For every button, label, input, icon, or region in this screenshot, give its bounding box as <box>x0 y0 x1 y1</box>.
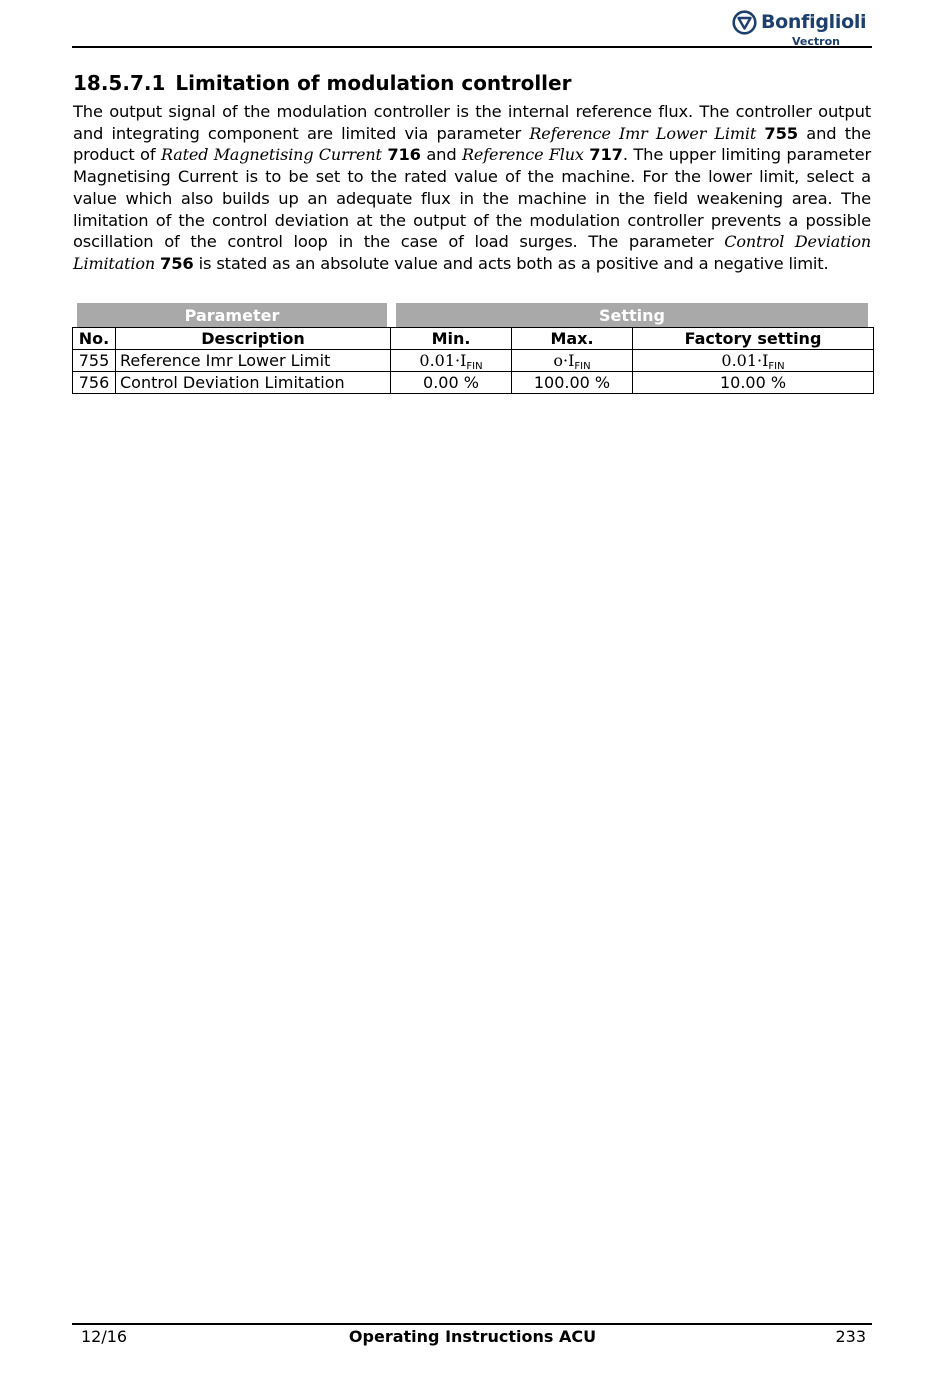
paragraph-text: . The upper limiting parameter Magnetising Current is to be set to the rated value of the machine. For the lower limit, select a value which also builds up an adequate flux in the machine in the field weakening area. The limitation of the control deviation at the output of the modulation controller prevents a possible oscillation of the control loop in the case of load surges. The parameter <box>73 145 872 252</box>
param-factory: 10.00 % <box>633 372 874 394</box>
param-max: 100.00 % <box>512 372 633 394</box>
page-number: 233 <box>835 1327 866 1346</box>
parameter-name: Rated Magnetising Current <box>160 145 382 165</box>
paragraph-text: and <box>420 145 463 165</box>
param-description: Reference Imr Lower Limit <box>116 350 391 372</box>
parameter-table <box>72 327 874 394</box>
paragraph-text: is stated as an absolute value and acts both as a positive and a negative limit. <box>193 253 829 273</box>
param-factory: $0.01\cdot I_{FIN}$ <box>633 350 874 372</box>
param-number: 755 <box>73 350 116 372</box>
parameter-number: 717 <box>589 145 623 165</box>
paragraph-text: and the product of <box>73 123 871 165</box>
parameter-number: 756 <box>160 253 194 273</box>
table-header-row <box>73 328 874 350</box>
parameter-number: 716 <box>387 145 421 165</box>
section-heading <box>73 71 571 95</box>
parameter-name: Control Deviation Limitation <box>73 232 871 273</box>
param-number: 756 <box>73 372 116 394</box>
header-rule <box>72 46 872 48</box>
table-row <box>73 350 874 372</box>
brand-name: Bonfiglioli <box>761 11 867 33</box>
header-description: Description <box>116 328 391 350</box>
parameter-name: Reference Flux <box>462 145 584 165</box>
section-paragraph <box>73 101 871 275</box>
section-number: 18.5.7.1 <box>73 71 166 95</box>
footer-rule <box>72 1323 872 1325</box>
brand-subname: Vectron <box>792 35 840 48</box>
parameter-number: 755 <box>764 123 798 143</box>
table-band-setting: Setting <box>396 303 868 327</box>
param-min: 0.00 % <box>391 372 512 394</box>
header-min: Min. <box>391 328 512 350</box>
footer-date: 12/16 <box>81 1327 128 1346</box>
paragraph-text: The output signal of the modulation controller is the internal reference flux. The controller output and integrating component are limited via parameter <box>73 102 871 143</box>
header-max: Max. <box>512 328 633 350</box>
footer-title: Operating Instructions ACU <box>348 1327 597 1346</box>
parameter-name: Reference Imr Lower Limit <box>529 123 757 143</box>
bonfiglioli-logo-icon <box>732 10 757 35</box>
section-title: Limitation of modulation controller <box>175 71 572 95</box>
param-max: $o\cdot I_{FIN}$ <box>512 350 633 372</box>
table-band-parameter: Parameter <box>77 303 387 327</box>
param-min: $0.01\cdot I_{FIN}$ <box>391 350 512 372</box>
param-description: Control Deviation Limitation <box>116 372 391 394</box>
header-no: No. <box>73 328 116 350</box>
table-row <box>73 372 874 394</box>
brand-logo <box>732 8 872 50</box>
header-factory-setting: Factory setting <box>633 328 874 350</box>
